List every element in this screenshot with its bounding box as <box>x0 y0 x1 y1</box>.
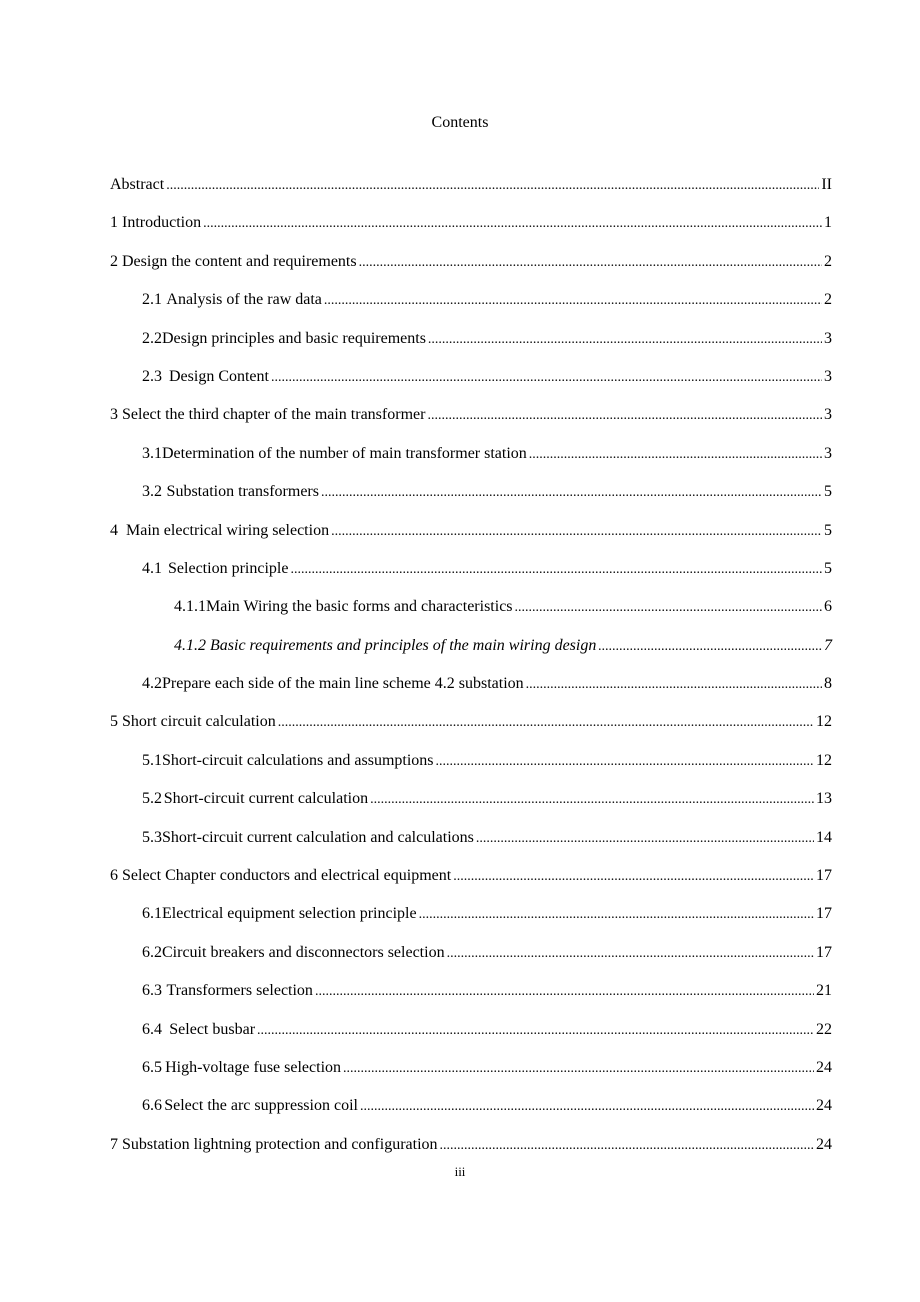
toc-entry-number: 5 <box>110 713 118 731</box>
toc-entry-title: Selection principle <box>168 559 289 577</box>
toc-leader-dots <box>440 1138 814 1154</box>
toc-page-number: 3 <box>824 444 832 462</box>
toc-leader-dots <box>321 485 822 501</box>
toc-entry-5[interactable] <box>110 713 832 751</box>
toc-entry-title: Short-circuit current calculation and calculations <box>162 828 474 846</box>
toc-entry-title: Analysis of the raw data <box>166 291 322 309</box>
toc-leader-dots <box>427 408 822 424</box>
toc-entry-number: 2.2 <box>142 329 162 347</box>
toc-entry-title: Short circuit calculation <box>122 713 276 731</box>
toc-page-number: II <box>821 176 832 193</box>
toc-entry-2-1[interactable] <box>110 291 832 329</box>
toc-entry-title: Electrical equipment selection principle <box>162 905 417 923</box>
toc-entry-number: 6.3 <box>142 982 162 1000</box>
toc-page-number: 12 <box>816 713 832 731</box>
toc-leader-dots <box>436 754 815 770</box>
toc-entry-number: 2.3 <box>142 367 162 385</box>
toc-entry-4-1-1[interactable] <box>110 598 832 636</box>
toc-leader-dots <box>453 869 814 885</box>
toc-entry-title: Basic requirements and principles of the main wiring design <box>210 636 597 654</box>
toc-page-number: 5 <box>824 483 832 501</box>
page-footer-number: iii <box>454 1164 466 1179</box>
toc-entry-number: 3.1 <box>142 444 162 462</box>
toc-page-number: 17 <box>816 905 832 923</box>
toc-entry-2-3[interactable] <box>110 368 832 406</box>
toc-entry-6-4[interactable] <box>110 1021 832 1059</box>
toc-leader-dots <box>419 907 814 923</box>
toc-entry-title: Substation lightning protection and configuration <box>122 1135 438 1153</box>
toc-page-number: 13 <box>816 790 832 808</box>
toc-entry-6-3[interactable] <box>110 982 832 1020</box>
toc-page-number: 3 <box>824 367 832 385</box>
table-of-contents <box>110 176 832 1174</box>
toc-entry-title: Design the content and requirements <box>122 252 357 270</box>
toc-page-number: 22 <box>816 1020 832 1038</box>
toc-page-number: 14 <box>816 828 832 846</box>
toc-leader-dots <box>360 1099 814 1115</box>
toc-entry-6-5[interactable] <box>110 1059 832 1097</box>
toc-entry-5-2[interactable] <box>110 790 832 828</box>
toc-entry-3[interactable] <box>110 406 832 444</box>
toc-entry-number: 5.1 <box>142 751 162 769</box>
toc-page-number: 12 <box>816 751 832 769</box>
toc-entry-2-2[interactable] <box>110 330 832 368</box>
toc-entry-title: Short-circuit calculations and assumptions <box>162 751 434 769</box>
toc-entry-title: Introduction <box>122 214 202 232</box>
toc-entry-title: Design Content <box>168 367 269 385</box>
toc-entry-6[interactable] <box>110 867 832 905</box>
toc-entry-number: 6.5 <box>142 1058 162 1076</box>
toc-page-number: 8 <box>824 675 832 693</box>
toc-entry-number: 7 <box>110 1135 118 1153</box>
toc-entry-4-1[interactable] <box>110 560 832 598</box>
toc-entry-2[interactable] <box>110 253 832 291</box>
toc-leader-dots <box>529 447 822 463</box>
toc-page-number: 1 <box>824 214 832 232</box>
toc-entry-number: 6.4 <box>142 1020 162 1038</box>
toc-entry-number: 2.1 <box>142 291 162 309</box>
toc-entry-title: Circuit breakers and disconnectors selection <box>162 943 445 961</box>
toc-page-number: 5 <box>824 521 832 539</box>
toc-leader-dots <box>331 524 822 540</box>
toc-leader-dots <box>166 178 819 194</box>
toc-leader-dots <box>476 831 814 847</box>
toc-entry-number: 4.1 <box>142 559 162 577</box>
toc-leader-dots <box>370 792 814 808</box>
toc-entry-title: Select Chapter conductors and electrical equipment <box>122 867 452 885</box>
toc-page-number: 17 <box>816 943 832 961</box>
toc-entry-number: 4.1.2 <box>174 636 206 654</box>
toc-entry-1[interactable] <box>110 214 832 252</box>
toc-entry-number: 4 <box>110 521 118 539</box>
toc-entry-6-6[interactable] <box>110 1097 832 1135</box>
toc-leader-dots <box>257 1023 814 1039</box>
toc-page-number: 7 <box>824 636 832 654</box>
toc-entry-title: Main electrical wiring selection <box>126 521 330 539</box>
toc-page-number: 2 <box>824 252 832 270</box>
toc-entry-title: High-voltage fuse selection <box>165 1058 342 1076</box>
toc-entry-number: 5.2 <box>142 790 162 808</box>
toc-page-number: 24 <box>816 1097 832 1115</box>
toc-entry-5-3[interactable] <box>110 829 832 867</box>
page-title: Contents <box>431 114 489 131</box>
toc-entry-6-1[interactable] <box>110 905 832 943</box>
toc-entry-number: 4.2 <box>142 675 162 693</box>
toc-entry-number: 4.1.1 <box>174 598 206 616</box>
toc-entry-4-2[interactable] <box>110 675 832 713</box>
toc-entry-number: 6.6 <box>142 1097 162 1115</box>
toc-entry-number: 1 <box>110 214 118 232</box>
toc-entry-title: Select the arc suppression coil <box>164 1097 358 1115</box>
toc-entry-number: 3.2 <box>142 483 162 501</box>
toc-entry-number: 5.3 <box>142 828 162 846</box>
toc-page-number: 24 <box>816 1135 832 1153</box>
toc-page-number: 6 <box>824 598 832 616</box>
toc-entry-title: Design principles and basic requirements <box>162 329 426 347</box>
toc-leader-dots <box>278 715 814 731</box>
toc-page-number: 5 <box>824 559 832 577</box>
toc-entry-3-2[interactable] <box>110 483 832 521</box>
toc-entry-number: 6.1 <box>142 905 162 923</box>
toc-entry-title: Main Wiring the basic forms and characteristics <box>206 598 513 616</box>
toc-entry-number: 2 <box>110 252 118 270</box>
toc-entry-4[interactable] <box>110 522 832 560</box>
toc-leader-dots <box>598 639 822 655</box>
toc-entry-number: 6 <box>110 867 118 885</box>
toc-leader-dots <box>428 332 822 348</box>
toc-page-number: 21 <box>816 982 832 1000</box>
toc-entry-5-1[interactable] <box>110 752 832 790</box>
toc-entry-3-1[interactable] <box>110 445 832 483</box>
toc-page-number: 2 <box>824 291 832 309</box>
toc-leader-dots <box>203 216 822 232</box>
toc-leader-dots <box>447 946 814 962</box>
toc-leader-dots <box>526 677 822 693</box>
toc-leader-dots <box>359 255 822 271</box>
toc-page-number: 3 <box>824 406 832 424</box>
toc-entry-title: Abstract <box>110 176 165 193</box>
toc-leader-dots <box>515 600 822 616</box>
toc-entry-number: 3 <box>110 406 118 424</box>
toc-entry-title: Short-circuit current calculation <box>163 790 369 808</box>
toc-leader-dots <box>343 1061 814 1077</box>
toc-leader-dots <box>290 562 822 578</box>
toc-entry-title: Select busbar <box>169 1020 256 1038</box>
toc-entry-4-1-2[interactable] <box>110 637 832 675</box>
toc-page-number: 24 <box>816 1058 832 1076</box>
toc-entry-title: Substation transformers <box>166 483 319 501</box>
toc-leader-dots <box>324 293 822 309</box>
toc-leader-dots <box>315 984 814 1000</box>
toc-entry-title: Determination of the number of main transformer station <box>162 444 527 462</box>
toc-leader-dots <box>271 370 822 386</box>
toc-entry-title: Transformers selection <box>166 982 313 1000</box>
toc-entry-title: Prepare each side of the main line scheme 4.2 substation <box>162 675 524 693</box>
toc-page-number: 17 <box>816 867 832 885</box>
toc-entry-abstract[interactable] <box>110 176 832 214</box>
toc-entry-title: Select the third chapter of the main transformer <box>122 406 426 424</box>
toc-entry-number: 6.2 <box>142 943 162 961</box>
toc-entry-6-2[interactable] <box>110 944 832 982</box>
toc-page-number: 3 <box>824 329 832 347</box>
